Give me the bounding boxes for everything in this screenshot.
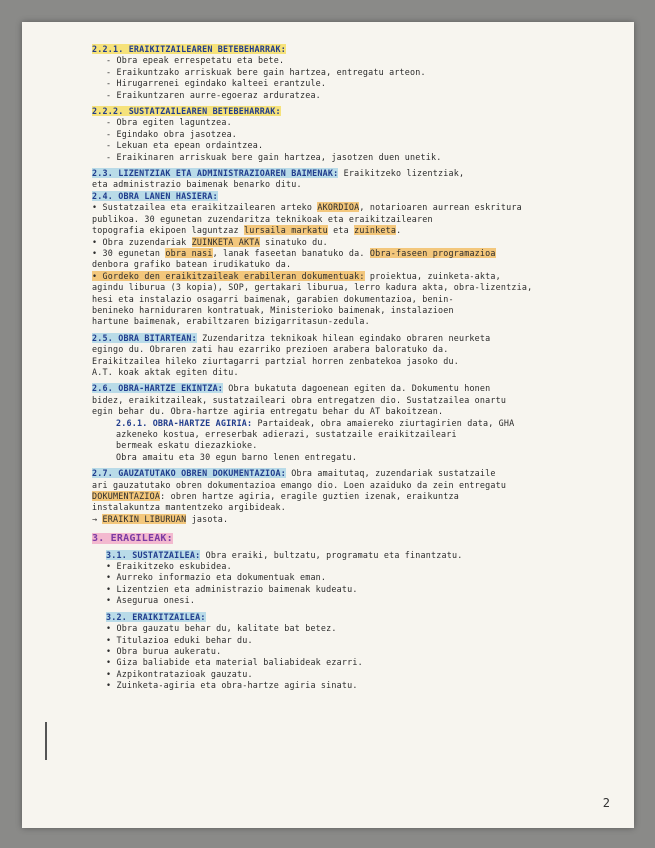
list-item: • Giza baliabide eta material baliabideak ezarri. — [106, 657, 363, 668]
list-item: - Hirugarrenei egindako kalteei erantzule. — [106, 78, 327, 89]
text: jasota. — [186, 513, 229, 524]
section-3-1-title: 3.1. SUSTATZAILEA: — [106, 549, 201, 560]
list-item: • Aurreko informazio eta dokumentuak eman. — [106, 572, 327, 583]
text: • Sustatzailea eta eraikitzailearen arteko — [92, 202, 318, 213]
text: , lanak faseetan banatuko da. — [212, 247, 370, 258]
notes-content — [92, 44, 624, 692]
text: benineko harniduraren kontratuak, Ministerioko baimenak, instalazioen — [92, 304, 454, 315]
list-item: • Lizentzien eta administrazio baimenak kudeatu. — [106, 583, 358, 594]
highlight: DOKUMENTAZIOA — [92, 491, 161, 502]
highlight: ZUINKETA AKTA — [191, 236, 260, 247]
text: Obra bukatuta dagoenean egiten da. Dokumentu honen — [223, 383, 491, 394]
section-2-6-title: 2.6. OBRA-HARTZE EKINTZA: — [92, 383, 224, 394]
highlight: • Gordeko den eraikitzaileak erabileran dokumentuak: — [92, 270, 365, 281]
text: denbora grafiko batean irudikatuko da. — [92, 259, 292, 270]
text: egin behar du. Obra-hartze agiria entregatu behar du AT bakoitzean. — [92, 406, 444, 417]
text: bermeak eskatu diezazkioke. — [116, 440, 258, 451]
text: A.T. koak aktak egiten ditu. — [92, 366, 239, 377]
section-2-2-1-title: 2.2.1. ERAIKITZAILEAREN BETEBEHARRAK: — [92, 44, 286, 54]
page-number: 2 — [602, 796, 610, 810]
highlight: lursaila markatu — [244, 225, 328, 236]
section-2-5-title: 2.5. OBRA BITARTEAN: — [92, 332, 197, 343]
text: Obra amaitutaq, zuzendariak sustatzaile — [285, 468, 496, 479]
text: eta — [327, 225, 355, 236]
text: : obren hartze agiria, eragile guztien izenak, eraikuntza — [160, 491, 459, 502]
section-2-6-1-title: 2.6.1. OBRA-HARTZE AGIRIA: — [116, 417, 253, 428]
text: azkeneko kostua, erreserbak adierazi, sustatzaile eraikitzaileari — [116, 429, 457, 439]
text: Obra eraiki, bultzatu, programatu eta finantzatu. — [200, 549, 463, 560]
text: Zuzendaritza teknikoak hilean egindako obraren neurketa — [196, 332, 491, 343]
section-2-7-title: 2.7. GAUZATUTAKO OBREN DOKUMENTAZIOA: — [92, 468, 286, 479]
text: topografia ekipoen laguntzaz — [92, 225, 245, 236]
text: agindu liburua (3 kopia), SOP, gertakari liburua, lerro kadura akta, obra-lizentzia, — [92, 282, 533, 293]
notebook-page — [22, 22, 634, 828]
highlight: ERAIKIN LIBURUAN — [102, 513, 187, 524]
highlight: zuinketa — [354, 225, 397, 236]
highlight: obra nasi — [165, 247, 213, 258]
text: publikoa. 30 egunetan zuzendaritza teknikoak eta eraikitzailearen — [92, 213, 433, 224]
arrow-icon: → — [92, 513, 103, 524]
text: egingo du. Obraren zati hau ezarriko prezioen arabera baloratuko da. — [92, 344, 449, 355]
list-item: • Azpikontratazioak gauzatu. — [106, 668, 253, 679]
list-item: • Obra burua aukeratu. — [106, 645, 222, 656]
text: , notarioaren aurrean eskritura — [359, 202, 522, 213]
section-2-3-title: 2.3. LIZENTZIAK ETA ADMINISTRAZIOAREN BAIMENAK: — [92, 168, 339, 179]
list-item: - Eraikinaren arriskuak bere gain hartzea, jasotzen duen unetik. — [106, 151, 442, 162]
list-item: • Obra gauzatu behar du, kalitate bat betez. — [106, 623, 337, 634]
text: bidez, eraikitzaileak, sustatzaileari obra entregatzen dio. Sustatzailea onartu — [92, 394, 507, 405]
list-item: • Asegurua onesi. — [106, 595, 196, 606]
text: Obra amaitu eta 30 egun barno lenen entregatu. — [116, 451, 358, 462]
text: ari gauzatutako obren dokumentazioa emango dio. Loen azaiduko da zein entregatu — [92, 479, 507, 490]
list-item: - Eraikuntzako arriskuak bere gain hartzea, entregatu arteon. — [106, 66, 426, 77]
text: Partaideak, obra amaiereko ziurtagirien data, GHA — [252, 417, 515, 428]
section-2-4-title: 2.4. OBRA LANEN HASIERA: — [92, 190, 218, 201]
text: hesi eta instalazio osagarri baimenak, garabien dokumentazioa, benin- — [92, 293, 454, 304]
list-item: - Eraikuntzaren aurre-egoeraz arduratzea. — [106, 89, 321, 100]
section-2-3-text: Eraikitzeko lizentziak, — [338, 168, 465, 179]
list-item: - Obra epeak errespetatu eta bete. — [106, 55, 285, 66]
list-item: • Zuinketa-agiria eta obra-hartze agiria sinatu. — [106, 680, 358, 691]
text: hartune baimenak, erabiltzaren bizigarritasun-zedula. — [92, 316, 370, 327]
text: sinatuko du. — [259, 236, 328, 247]
list-item: - Egindako obra jasotzea. — [106, 128, 238, 139]
list-item: - Obra egiten laguntzea. — [106, 117, 232, 128]
highlight: AKORDIOA — [317, 202, 360, 213]
highlight: Obra-faseen programazioa — [369, 247, 496, 258]
section-2-2-2-title: 2.2.2. SUSTATZAILEAREN BETEBEHARRAK: — [92, 106, 281, 117]
list-item: • Titulazioa eduki behar du. — [106, 634, 253, 645]
text: instalakuntza mantentzeko argibideak. — [92, 502, 286, 513]
text: . — [396, 225, 402, 236]
text: proiektua, zuinketa-akta, — [364, 270, 501, 281]
section-3-title: 3. ERAGILEAK: — [92, 533, 173, 545]
text: Eraikitzailea hileko ziurtagarri partzial horren zenbatekoa jasoko du. — [92, 355, 459, 366]
list-item: • Eraikitzeko eskubidea. — [106, 561, 232, 572]
text: • 30 egunetan — [92, 247, 166, 258]
margin-mark — [45, 722, 47, 760]
text: • Obra zuzendariak — [92, 236, 192, 247]
list-item: - Lekuan eta epean ordaintzea. — [106, 140, 264, 151]
section-2-3-text: eta administrazio baimenak benarko ditu. — [92, 179, 302, 190]
section-3-2-title: 3.2. ERAIKITZAILEA: — [106, 611, 206, 622]
